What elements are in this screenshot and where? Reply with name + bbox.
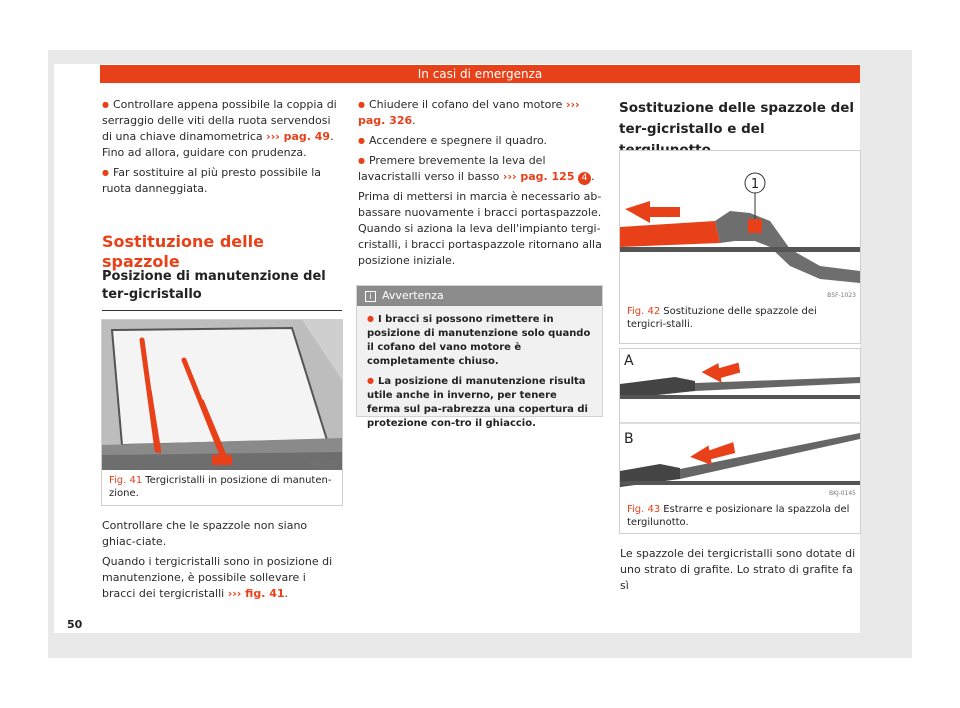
warning-body [357,306,602,442]
wiper-blade-illustration [620,151,860,301]
paragraph-ice-check: Controllare che le spazzole non siano ghiac-ciate. [102,519,308,548]
figure-43 [619,348,861,534]
bullet-close-hood: ● Chiudere il cofano del vano motore ››› pag. 326. [358,97,602,129]
figure-41 [101,319,343,506]
callout-marker: 1 [750,177,760,192]
bullet-ignition: ● Accendere e spegnere il quadro. [358,133,602,149]
page-reference[interactable]: ››› pag. 125 [502,170,575,183]
section-title: Sostituzione delle spazzole [102,232,264,271]
warning-item: ● La posizione di manutenzione risulta utile anche in inverno, per tenere ferma sul pa-rabrezza una copertura di protezione con-tro il ghiaccio. [367,374,592,431]
warning-box [356,285,603,429]
section-title-3: Sostituzione delle spazzole del ter-gicristallo e del [619,100,855,137]
page-reference[interactable]: ››› pag. 49 [266,130,331,143]
subsection-heading-block [102,268,342,311]
figure-43-caption: Fig. 43 Estrarre e posizionare la spazzola del tergilunotto. [627,504,850,528]
sub-figure-label-b: B [624,431,634,447]
heading-divider [102,310,342,311]
warning-item: ● I bracci si possono rimettere in posizione di manutenzione solo quando il cofano del vano motore è completamente chiuso. [367,312,592,369]
wiper-maintenance-illustration [102,320,342,470]
info-icon: i [365,291,376,302]
page-reference[interactable]: ››› pag. 326 [358,98,580,127]
bullet-torque: ● Controllare appena possibile la coppia di serraggio delle viti della ruota servendosi di una chiave dinamometrica ››› pag. 49. Fino ad allora, guidare con prudenza. [102,97,340,161]
column-2 [358,97,602,273]
figure-41-image [102,320,342,470]
callout-number-badge: 4 [578,172,591,185]
chapter-header: In casi di emergenza [100,65,860,83]
warning-header: i Avvertenza [357,286,602,306]
sub-figure-label-a: A [624,353,634,369]
bullet-replace-wheel: ● Far sostituire al più presto possibile la ruota danneggiata. [102,165,340,197]
bullet-press-lever: ● Premere brevemente la leva del lavacristalli verso il basso ››› pag. 125 4 . [358,153,602,185]
figure-code: BKJ-0177 [310,461,338,468]
figure-code: BKJ-0145 [828,490,856,497]
paragraph-graphite: Le spazzole dei tergicristalli sono dotate di uno strato di grafite. Lo strato di grafite fa sì [620,547,856,592]
column-1-body [102,518,342,606]
paragraph-lower-arms: Prima di mettersi in marcia è necessario ab-bassare nuovamente i bracci portaspazzole. Quando si aziona la leva dell'impianto tergi-cristalli, i bracci portaspazzole ritornano alla posizione iniziale. [358,190,602,267]
figure-43-image [620,349,860,499]
figure-code: B5F-1023 [827,292,856,299]
figure-reference[interactable]: ››› fig. 41 [227,587,285,600]
figure-41-caption: Fig. 41 Tergicristalli in posizione di manuten-zione. [109,475,332,499]
figure-42 [619,150,861,344]
page-number: 50 [67,618,83,631]
section-heading-block [102,232,342,272]
figure-42-caption: Fig. 42 Sostituzione delle spazzole dei tergicri-stalli. [627,306,817,330]
rear-wiper-illustration [620,349,860,499]
column-3-body [620,546,860,598]
figure-42-image [620,151,860,301]
subsection-title: Posizione di manutenzione del ter-gicristallo [102,269,326,302]
paragraph-lift-arms: Quando i tergicristalli sono in posizione di manutenzione, è possibile sollevare i bracci dei tergicristalli ››› fig. 41. [102,555,333,600]
column-1 [102,97,340,201]
